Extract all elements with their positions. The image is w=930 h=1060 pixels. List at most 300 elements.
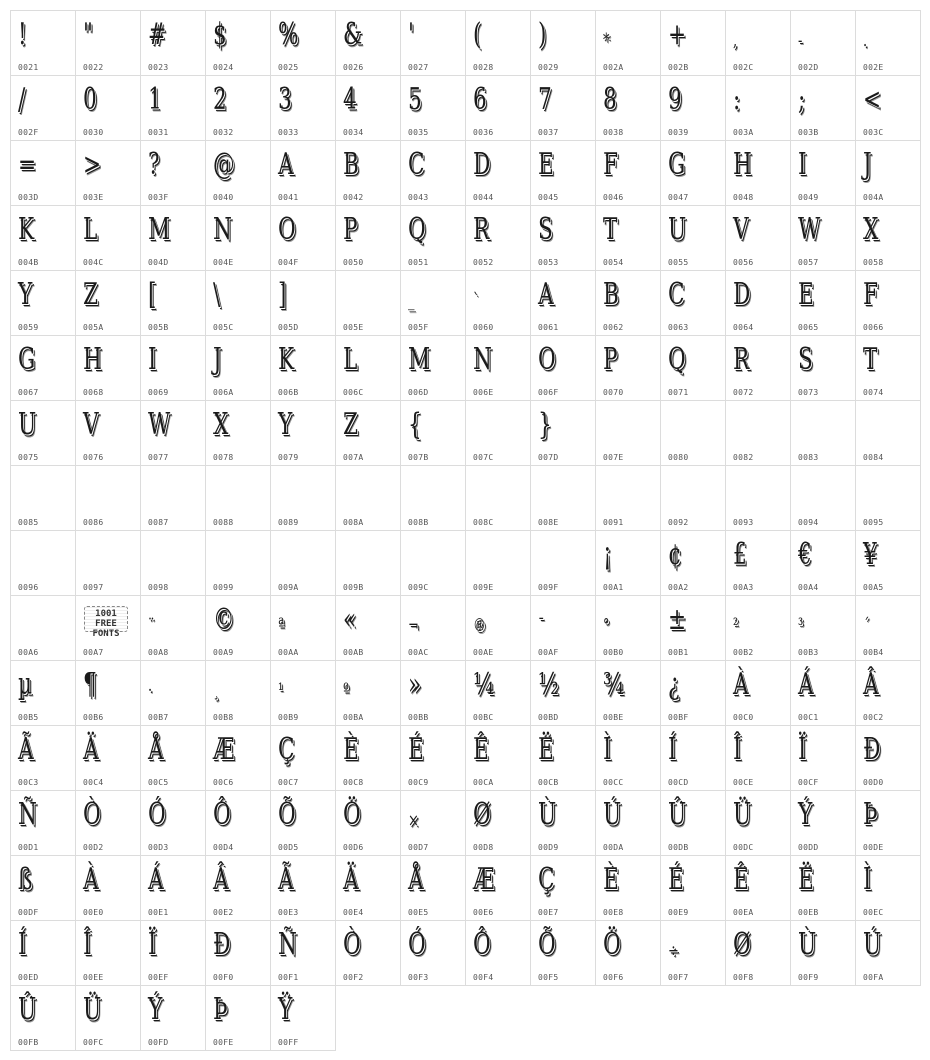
glyph-code: 002D [798, 63, 819, 72]
glyph-sample: Ý [798, 797, 813, 832]
glyph-sample: ¨ [148, 615, 155, 636]
glyph-code: 00B9 [278, 713, 299, 722]
glyph-sample: 0 [83, 82, 97, 117]
glyph-cell [270, 595, 336, 661]
glyph-code: 00CF [798, 778, 819, 787]
glyph-cell [140, 465, 206, 531]
glyph-sample: ª [278, 615, 285, 636]
glyph-code: 00A1 [603, 583, 624, 592]
glyph-code: 00F3 [408, 973, 429, 982]
glyph-sample: ¡ [603, 537, 612, 572]
glyph-code: 00ED [18, 973, 39, 982]
glyph-code: 00D3 [148, 843, 169, 852]
glyph-code: 00AE [473, 648, 494, 657]
glyph-code: 00E6 [473, 908, 494, 917]
glyph-cell [725, 270, 791, 336]
glyph-cell [270, 855, 336, 921]
glyph-cell [660, 530, 726, 596]
glyph-cell [790, 530, 856, 596]
glyph-sample: 7 [538, 82, 552, 117]
glyph-cell [75, 855, 141, 921]
glyph-code: 0034 [343, 128, 364, 137]
glyph-sample: Q [668, 342, 686, 377]
glyph-code: 00D6 [343, 843, 364, 852]
glyph-cell [10, 725, 76, 791]
glyph-code: 004F [278, 258, 299, 267]
glyph-sample: A [538, 277, 554, 312]
glyph-code: 002F [18, 128, 39, 137]
glyph-code: 0041 [278, 193, 299, 202]
glyph-sample: B [603, 277, 619, 312]
glyph-cell [270, 725, 336, 791]
glyph-code: 0071 [668, 388, 689, 397]
glyph-code: 007B [408, 453, 429, 462]
glyph-code: 0042 [343, 193, 364, 202]
glyph-cell [10, 335, 76, 401]
glyph-sample: - [798, 30, 803, 51]
glyph-code: 00CB [538, 778, 559, 787]
glyph-code: 0099 [213, 583, 234, 592]
glyph-sample: V [733, 212, 749, 247]
glyph-cell [205, 465, 271, 531]
glyph-sample: Ò [343, 927, 361, 962]
glyph-sample: ¢ [668, 537, 682, 572]
glyph-sample: µ [18, 667, 33, 702]
glyph-cell [530, 660, 596, 726]
glyph-code: 00E0 [83, 908, 104, 917]
glyph-sample: ´ [863, 615, 870, 636]
glyph-sample: ² [733, 615, 739, 636]
glyph-cell [530, 10, 596, 76]
glyph-cell [400, 530, 466, 596]
glyph-code: 00B1 [668, 648, 689, 657]
glyph-cell [205, 335, 271, 401]
glyph-code: 00F7 [668, 973, 689, 982]
glyph-code: 00F6 [603, 973, 624, 982]
glyph-sample: Æ [473, 862, 495, 897]
glyph-cell [270, 985, 336, 1051]
glyph-cell [855, 400, 921, 466]
glyph-cell [790, 75, 856, 141]
glyph-cell [335, 855, 401, 921]
glyph-sample: O [278, 212, 296, 247]
glyph-code: 0079 [278, 453, 299, 462]
glyph-cell [270, 10, 336, 76]
glyph-code: 0073 [798, 388, 819, 397]
glyph-cell [205, 855, 271, 921]
glyph-sample: Ü [83, 992, 102, 1027]
glyph-sample: Í [668, 732, 677, 767]
glyph-sample: ( [473, 17, 482, 52]
glyph-code: 0043 [408, 193, 429, 202]
glyph-cell [205, 140, 271, 206]
glyph-code: 00BB [408, 713, 429, 722]
glyph-code: 009A [278, 583, 299, 592]
glyph-code: 00C7 [278, 778, 299, 787]
glyph-code: 0093 [733, 518, 754, 527]
glyph-code: 008B [408, 518, 429, 527]
glyph-cell [10, 660, 76, 726]
glyph-cell [725, 595, 791, 661]
glyph-sample: Ã [278, 862, 294, 897]
glyph-cell [790, 465, 856, 531]
glyph-cell [335, 10, 401, 76]
glyph-sample: ¥ [863, 537, 877, 572]
glyph-code: 0064 [733, 323, 754, 332]
glyph-code: 00C5 [148, 778, 169, 787]
glyph-cell [140, 10, 206, 76]
glyph-sample: Ã [18, 732, 34, 767]
glyph-code: 00D0 [863, 778, 884, 787]
glyph-cell [660, 855, 726, 921]
glyph-cell [10, 855, 76, 921]
glyph-sample: F [863, 277, 878, 312]
glyph-cell [790, 400, 856, 466]
glyph-code: 0095 [863, 518, 884, 527]
glyph-cell [660, 400, 726, 466]
glyph-cell [10, 465, 76, 531]
glyph-cell [595, 10, 661, 76]
glyph-sample: ] [278, 277, 287, 312]
glyph-sample: Ò [83, 797, 101, 832]
glyph-code: 002B [668, 63, 689, 72]
glyph-cell [725, 400, 791, 466]
glyph-sample: Ô [473, 927, 491, 962]
glyph-cell [530, 205, 596, 271]
glyph-sample: ' [408, 17, 414, 52]
glyph-sample: Ä [343, 862, 359, 897]
glyph-sample: Ÿ [278, 992, 293, 1027]
glyph-grid [10, 10, 920, 1050]
glyph-sample: Y [278, 407, 293, 442]
glyph-sample: R [473, 212, 490, 247]
glyph-code: 00E1 [148, 908, 169, 917]
glyph-sample: Ð [213, 927, 231, 962]
glyph-cell [75, 75, 141, 141]
glyph-code: 0045 [538, 193, 559, 202]
glyph-code: 0033 [278, 128, 299, 137]
glyph-sample: Ì [603, 732, 612, 767]
glyph-cell [855, 855, 921, 921]
glyph-sample: Å [148, 732, 164, 767]
glyph-code: 0037 [538, 128, 559, 137]
glyph-sample: O [538, 342, 556, 377]
glyph-sample: È [603, 862, 619, 897]
glyph-cell [205, 985, 271, 1051]
glyph-code: 0060 [473, 323, 494, 332]
glyph-code: 00E9 [668, 908, 689, 917]
glyph-code: 0084 [863, 453, 884, 462]
glyph-code: 00D5 [278, 843, 299, 852]
glyph-sample: C [408, 147, 425, 182]
glyph-cell [400, 725, 466, 791]
glyph-sample: X [213, 407, 229, 442]
glyph-cell [205, 790, 271, 856]
glyph-code: 003E [83, 193, 104, 202]
glyph-cell [790, 10, 856, 76]
glyph-cell [335, 75, 401, 141]
glyph-code: 003F [148, 193, 169, 202]
glyph-cell [530, 465, 596, 531]
glyph-cell [855, 725, 921, 791]
glyph-code: 002C [733, 63, 754, 72]
glyph-code: 008C [473, 518, 494, 527]
glyph-sample: Ó [408, 927, 426, 962]
glyph-code: 00F0 [213, 973, 234, 982]
glyph-code: 00C4 [83, 778, 104, 787]
glyph-cell [595, 725, 661, 791]
glyph-cell [595, 920, 661, 986]
glyph-code: 0058 [863, 258, 884, 267]
glyph-code: 0039 [668, 128, 689, 137]
glyph-cell [530, 920, 596, 986]
glyph-cell [270, 790, 336, 856]
glyph-cell [335, 335, 401, 401]
glyph-cell [400, 140, 466, 206]
glyph-cell [140, 400, 206, 466]
glyph-code: 00B8 [213, 713, 234, 722]
glyph-cell [465, 335, 531, 401]
glyph-code: 00C0 [733, 713, 754, 722]
glyph-cell [10, 530, 76, 596]
glyph-cell [75, 790, 141, 856]
glyph-code: 00B7 [148, 713, 169, 722]
glyph-code: 00B2 [733, 648, 754, 657]
glyph-cell [205, 660, 271, 726]
glyph-sample: + [668, 17, 687, 52]
glyph-code: 006A [213, 388, 234, 397]
glyph-cell [790, 855, 856, 921]
glyph-cell [725, 140, 791, 206]
glyph-sample: } [538, 407, 552, 442]
glyph-sample: Ç [538, 862, 555, 897]
glyph-code: 00A4 [798, 583, 819, 592]
glyph-code: 004A [863, 193, 884, 202]
glyph-code: 00A2 [668, 583, 689, 592]
glyph-sample: ¹ [278, 680, 284, 701]
glyph-code: 0024 [213, 63, 234, 72]
glyph-sample: V [83, 407, 99, 442]
glyph-sample: Á [148, 862, 164, 897]
glyph-cell [10, 205, 76, 271]
glyph-code: 0036 [473, 128, 494, 137]
glyph-code: 00DF [18, 908, 39, 917]
glyph-cell [335, 465, 401, 531]
glyph-cell [270, 205, 336, 271]
glyph-cell [855, 530, 921, 596]
glyph-sample: 4 [343, 82, 357, 117]
glyph-code: 00FB [18, 1038, 39, 1047]
glyph-sample: [ [148, 277, 157, 312]
glyph-cell [75, 270, 141, 336]
glyph-sample: F [603, 147, 618, 182]
glyph-sample: Ô [213, 797, 231, 832]
glyph-cell [790, 660, 856, 726]
glyph-sample: A [278, 147, 294, 182]
glyph-cell [205, 725, 271, 791]
glyph-code: 0030 [83, 128, 104, 137]
glyph-cell [660, 790, 726, 856]
glyph-code: 00B4 [863, 648, 884, 657]
glyph-sample: ? [148, 147, 160, 182]
glyph-cell [725, 75, 791, 141]
glyph-code: 00D9 [538, 843, 559, 852]
glyph-sample: Â [213, 862, 229, 897]
glyph-code: 00BC [473, 713, 494, 722]
glyph-cell [335, 205, 401, 271]
glyph-sample: ß [18, 862, 33, 897]
glyph-code: 0066 [863, 323, 884, 332]
glyph-code: 0072 [733, 388, 754, 397]
glyph-code: 00BD [538, 713, 559, 722]
glyph-code: 0044 [473, 193, 494, 202]
glyph-code: 00D1 [18, 843, 39, 852]
glyph-sample: 6 [473, 82, 487, 117]
glyph-sample: M [408, 342, 431, 377]
glyph-code: 003D [18, 193, 39, 202]
glyph-code: 00E3 [278, 908, 299, 917]
glyph-cell [855, 595, 921, 661]
glyph-cell [595, 790, 661, 856]
glyph-cell [855, 270, 921, 336]
glyph-sample: H [733, 147, 752, 182]
glyph-cell [140, 855, 206, 921]
glyph-sample: Õ [538, 927, 556, 962]
glyph-code: 0062 [603, 323, 624, 332]
glyph-code: 009F [538, 583, 559, 592]
glyph-sample: { [408, 407, 422, 442]
glyph-sample: # [148, 17, 167, 52]
glyph-code: 00AC [408, 648, 429, 657]
glyph-code: 0074 [863, 388, 884, 397]
glyph-sample: Ç [278, 732, 295, 767]
glyph-cell [10, 270, 76, 336]
glyph-code: 006E [473, 388, 494, 397]
glyph-sample: W [798, 212, 821, 247]
glyph-sample: ± [668, 602, 687, 637]
glyph-code: 0031 [148, 128, 169, 137]
glyph-code: 00AF [538, 648, 559, 657]
glyph-sample: 5 [408, 82, 422, 117]
glyph-code: 00E8 [603, 908, 624, 917]
glyph-sample: ÷ [668, 940, 679, 961]
glyph-code: 005F [408, 323, 429, 332]
free-fonts-logo: 1001 FREE FONTS [84, 606, 128, 632]
glyph-code: 0022 [83, 63, 104, 72]
glyph-cell [855, 790, 921, 856]
glyph-code: 0087 [148, 518, 169, 527]
glyph-cell [140, 725, 206, 791]
glyph-cell [335, 920, 401, 986]
glyph-cell [75, 140, 141, 206]
glyph-code: 0088 [213, 518, 234, 527]
glyph-cell [140, 75, 206, 141]
glyph-cell [595, 335, 661, 401]
glyph-cell [660, 270, 726, 336]
glyph-sample: À [83, 862, 99, 897]
glyph-code: 004B [18, 258, 39, 267]
glyph-code: 00D8 [473, 843, 494, 852]
glyph-code: 00D4 [213, 843, 234, 852]
glyph-sample: Å [408, 862, 424, 897]
glyph-sample: * [603, 30, 610, 51]
glyph-code: 00A7 [83, 648, 104, 657]
glyph-sample: ; [798, 82, 806, 117]
glyph-cell [270, 465, 336, 531]
glyph-cell [335, 595, 401, 661]
glyph-code: 00C9 [408, 778, 429, 787]
glyph-sample: . [863, 30, 868, 51]
glyph-sample: U [668, 212, 687, 247]
glyph-cell [400, 465, 466, 531]
glyph-code: 0070 [603, 388, 624, 397]
glyph-code: 00DC [733, 843, 754, 852]
glyph-code: 00BF [668, 713, 689, 722]
glyph-sample: Ê [733, 862, 749, 897]
glyph-sample: Ù [798, 927, 817, 962]
glyph-code: 0098 [148, 583, 169, 592]
glyph-sample: ¯ [538, 615, 545, 636]
glyph-cell [595, 400, 661, 466]
glyph-sample: X [863, 212, 879, 247]
glyph-sample: Ø [733, 927, 751, 962]
glyph-code: 0063 [668, 323, 689, 332]
glyph-sample: Ì [863, 862, 872, 897]
glyph-cell [530, 75, 596, 141]
glyph-code: 006D [408, 388, 429, 397]
glyph-sample: Ä [83, 732, 99, 767]
glyph-cell [75, 205, 141, 271]
glyph-sample: G [668, 147, 686, 182]
glyph-cell [595, 855, 661, 921]
glyph-cell [855, 140, 921, 206]
glyph-sample: N [473, 342, 492, 377]
glyph-cell [140, 595, 206, 661]
glyph-code: 00CC [603, 778, 624, 787]
glyph-code: 00E7 [538, 908, 559, 917]
glyph-code: 0065 [798, 323, 819, 332]
glyph-sample: P [603, 342, 618, 377]
glyph-cell [465, 75, 531, 141]
glyph-code: 00EB [798, 908, 819, 917]
glyph-sample: J [213, 342, 222, 377]
glyph-cell [530, 400, 596, 466]
glyph-sample: ® [473, 615, 486, 636]
glyph-cell [465, 920, 531, 986]
glyph-cell [530, 530, 596, 596]
glyph-cell [530, 790, 596, 856]
glyph-code: 00EC [863, 908, 884, 917]
glyph-cell [10, 140, 76, 206]
glyph-cell [400, 400, 466, 466]
glyph-code: 0080 [668, 453, 689, 462]
glyph-sample: L [343, 342, 358, 377]
glyph-cell [335, 660, 401, 726]
glyph-sample: @ [213, 147, 235, 182]
glyph-code: 0082 [733, 453, 754, 462]
glyph-sample: ) [538, 17, 547, 52]
glyph-sample: M [148, 212, 171, 247]
glyph-sample: € [798, 537, 812, 572]
glyph-cell [205, 205, 271, 271]
glyph-cell [660, 465, 726, 531]
glyph-code: 00C6 [213, 778, 234, 787]
glyph-sample: Ö [603, 927, 621, 962]
glyph-code: 008A [343, 518, 364, 527]
glyph-cell [270, 335, 336, 401]
glyph-code: 0091 [603, 518, 624, 527]
glyph-code: 00E2 [213, 908, 234, 917]
